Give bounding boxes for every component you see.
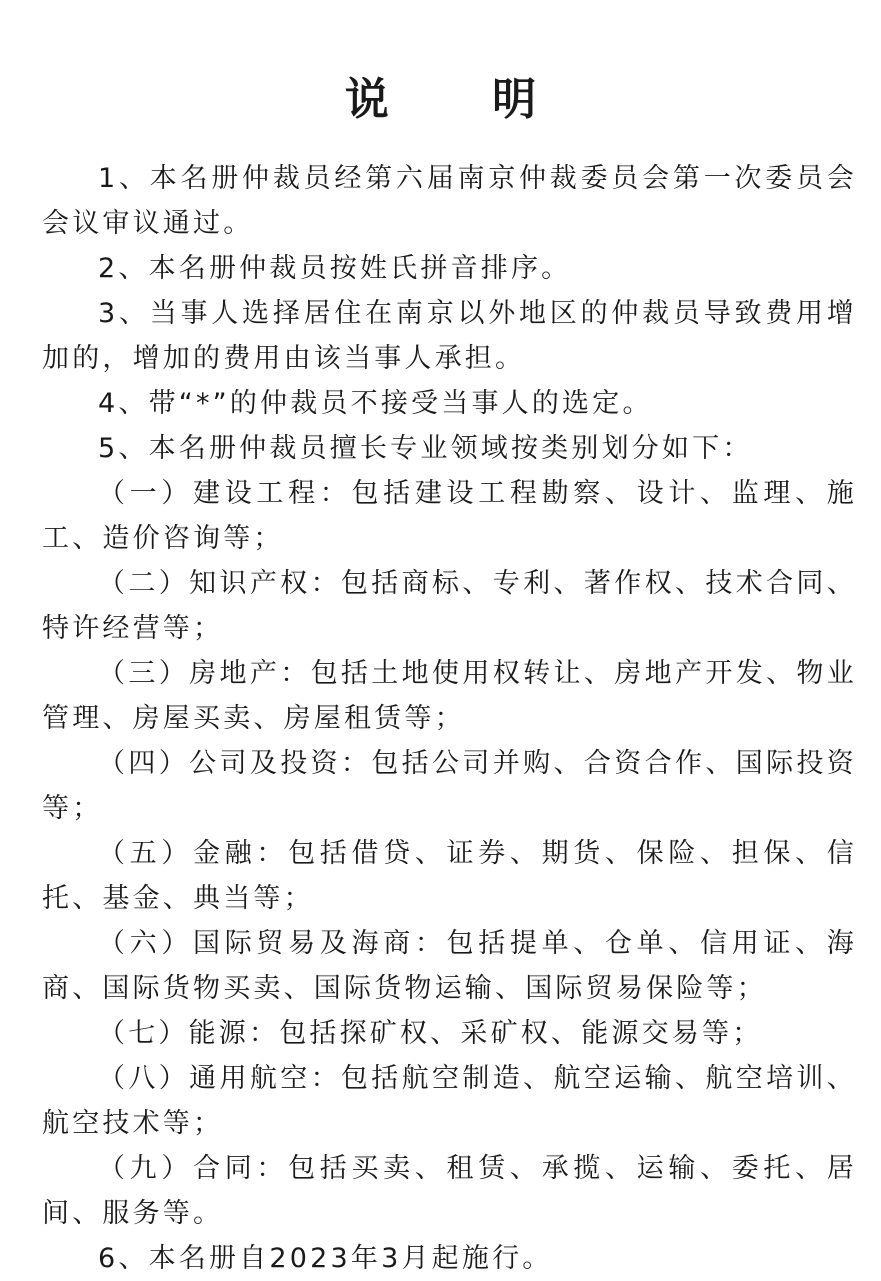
paragraph-5: 5、本名册仲裁员擅长专业领域按类别划分如下：: [98, 433, 753, 464]
category-contract: （九）合同：包括买卖、租赁、承揽、运输、委托、居间、服务等。: [42, 1153, 857, 1229]
document-body: [42, 156, 857, 1281]
category-aviation: （八）通用航空：包括航空制造、航空运输、航空培训、航空技术等；: [42, 1063, 857, 1139]
paragraph-4: 4、带“*”的仲裁员不接受当事人的选定。: [98, 388, 653, 419]
category-finance: （五）金融：包括借贷、证券、期货、保险、担保、信托、基金、典当等；: [42, 838, 857, 914]
paragraph-2: 2、本名册仲裁员按姓氏拼音排序。: [98, 253, 572, 284]
category-trade-maritime: （六）国际贸易及海商：包括提单、仓单、信用证、海商、国际货物买卖、国际货物运输、国际贸易保险等；: [42, 928, 857, 1004]
category-energy: （七）能源：包括探矿权、采矿权、能源交易等；: [98, 1018, 763, 1049]
document-title: 说 明: [344, 74, 581, 125]
category-construction: （一）建设工程：包括建设工程勘察、设计、监理、施工、造价咨询等；: [42, 478, 857, 554]
paragraph-3: 3、当事人选择居住在南京以外地区的仲裁员导致费用增加的，增加的费用由该当事人承担。: [42, 298, 857, 374]
category-ip: （二）知识产权：包括商标、专利、著作权、技术合同、特许经营等；: [42, 568, 857, 644]
category-company-investment: （四）公司及投资：包括公司并购、合资合作、国际投资等；: [42, 748, 857, 824]
paragraph-1: 1、本名册仲裁员经第六届南京仲裁委员会第一次委员会会议审议通过。: [42, 163, 857, 239]
paragraph-6: 6、本名册自2023年3月起施行。: [98, 1243, 553, 1274]
category-real-estate: （三）房地产：包括土地使用权转让、房地产开发、物业管理、房屋买卖、房屋租赁等；: [42, 658, 857, 734]
